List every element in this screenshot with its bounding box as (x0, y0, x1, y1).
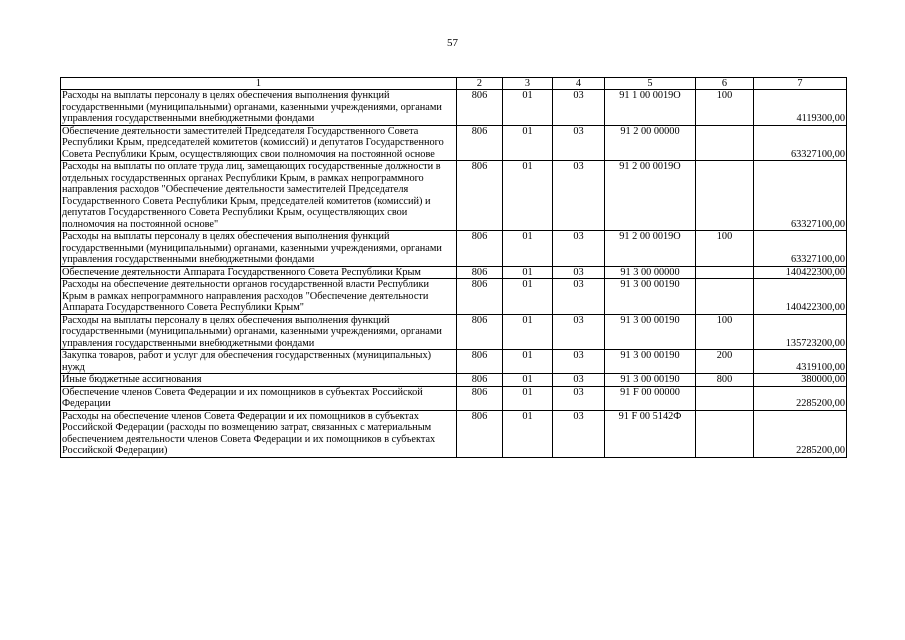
ministry-code: 806 (457, 314, 503, 350)
ministry-code: 806 (457, 279, 503, 315)
expense-type-code: 100 (696, 90, 754, 126)
table-row (61, 161, 847, 231)
expense-description: Закупка товаров, работ и услуг для обеспечения государственных (муниципальных) нужд (61, 350, 457, 374)
expense-type-code: 100 (696, 314, 754, 350)
table-row (61, 350, 847, 374)
table-row (61, 386, 847, 410)
ministry-code: 806 (457, 90, 503, 126)
column-header: 3 (503, 78, 553, 90)
amount: 380000,00 (754, 374, 847, 387)
expense-description: Иные бюджетные ассигнования (61, 374, 457, 387)
column-header: 1 (61, 78, 457, 90)
expense-type-code (696, 410, 754, 457)
ministry-code: 806 (457, 266, 503, 279)
expense-type-code: 100 (696, 231, 754, 267)
amount: 140422300,00 (754, 266, 847, 279)
amount: 135723200,00 (754, 314, 847, 350)
subsection-code: 03 (553, 314, 605, 350)
expense-type-code: 200 (696, 350, 754, 374)
amount: 2285200,00 (754, 410, 847, 457)
section-code: 01 (503, 125, 553, 161)
section-code: 01 (503, 386, 553, 410)
table-row (61, 314, 847, 350)
amount: 63327100,00 (754, 125, 847, 161)
target-article-code: 91 F 00 00000 (605, 386, 696, 410)
table-row (61, 410, 847, 457)
ministry-code: 806 (457, 125, 503, 161)
table-header-row (61, 78, 847, 90)
target-article-code: 91 2 00 00000 (605, 125, 696, 161)
expense-type-code (696, 125, 754, 161)
ministry-code: 806 (457, 231, 503, 267)
page-number: 57 (447, 37, 458, 49)
table-row (61, 90, 847, 126)
amount: 2285200,00 (754, 386, 847, 410)
expense-type-code (696, 386, 754, 410)
column-header: 5 (605, 78, 696, 90)
expense-description: Расходы на выплаты персоналу в целях обеспечения выполнения функций государственными (муниципальными) органами, казенными учреждениями, органами управления государственными внебюджетными фондами (61, 314, 457, 350)
section-code: 01 (503, 90, 553, 126)
target-article-code: 91 2 00 0019О (605, 161, 696, 231)
target-article-code: 91 3 00 00190 (605, 279, 696, 315)
expense-description: Расходы на выплаты персоналу в целях обеспечения выполнения функций государственными (муниципальными) органами, казенными учреждениями, органами управления государственными внебюджетными фондами (61, 231, 457, 267)
amount: 63327100,00 (754, 231, 847, 267)
ministry-code: 806 (457, 410, 503, 457)
section-code: 01 (503, 161, 553, 231)
amount: 140422300,00 (754, 279, 847, 315)
expense-description: Обеспечение деятельности Аппарата Государственного Совета Республики Крым (61, 266, 457, 279)
ministry-code: 806 (457, 350, 503, 374)
ministry-code: 806 (457, 161, 503, 231)
column-header: 7 (754, 78, 847, 90)
budget-table (60, 77, 847, 458)
section-code: 01 (503, 350, 553, 374)
section-code: 01 (503, 314, 553, 350)
expense-description: Расходы на обеспечение членов Совета Федерации и их помощников в субъектах Российской Федерации (расходы по возмещению затрат, связанных с материальным обеспечением деятельности членов Совета Федерации и их помощников в субъектах Российской Федерации) (61, 410, 457, 457)
expense-description: Расходы на выплаты персоналу в целях обеспечения выполнения функций государственными (муниципальными) органами, казенными учреждениями, органами управления государственными внебюджетными фондами (61, 90, 457, 126)
target-article-code: 91 3 00 00190 (605, 314, 696, 350)
amount: 63327100,00 (754, 161, 847, 231)
target-article-code: 91 3 00 00190 (605, 350, 696, 374)
ministry-code: 806 (457, 386, 503, 410)
table-row (61, 125, 847, 161)
table-row (61, 279, 847, 315)
subsection-code: 03 (553, 410, 605, 457)
expense-type-code (696, 161, 754, 231)
table-row (61, 266, 847, 279)
target-article-code: 91 3 00 00190 (605, 374, 696, 387)
section-code: 01 (503, 231, 553, 267)
ministry-code: 806 (457, 374, 503, 387)
table-row (61, 231, 847, 267)
expense-description: Расходы на обеспечение деятельности органов государственной власти Республики Крым в рамках непрограммного направления расходов "Обеспечение деятельности Аппарата Государственного Совета Республики Крым" (61, 279, 457, 315)
subsection-code: 03 (553, 350, 605, 374)
section-code: 01 (503, 279, 553, 315)
subsection-code: 03 (553, 231, 605, 267)
section-code: 01 (503, 410, 553, 457)
subsection-code: 03 (553, 279, 605, 315)
subsection-code: 03 (553, 386, 605, 410)
section-code: 01 (503, 266, 553, 279)
subsection-code: 03 (553, 125, 605, 161)
expense-description: Расходы на выплаты по оплате труда лиц, замещающих государственные должности в отдельных государственных органах Республики Крым, в рамках непрограммного направления расходов "Обеспечение деятельности заместителей Председателя Государственного Совета Республики Крым, председателей комитетов (комиссий) и депутатов Государственного Совета Республики Крым, осуществляющих свои полномочия на постоянной основе" (61, 161, 457, 231)
expense-type-code (696, 279, 754, 315)
column-header: 2 (457, 78, 503, 90)
expense-type-code (696, 266, 754, 279)
subsection-code: 03 (553, 90, 605, 126)
subsection-code: 03 (553, 374, 605, 387)
column-header: 6 (696, 78, 754, 90)
expense-description: Обеспечение членов Совета Федерации и их помощников в субъектах Российской Федерации (61, 386, 457, 410)
expense-type-code: 800 (696, 374, 754, 387)
target-article-code: 91 1 00 0019О (605, 90, 696, 126)
subsection-code: 03 (553, 161, 605, 231)
target-article-code: 91 2 00 0019О (605, 231, 696, 267)
table-row (61, 374, 847, 387)
column-header: 4 (553, 78, 605, 90)
amount: 4319100,00 (754, 350, 847, 374)
section-code: 01 (503, 374, 553, 387)
amount: 4119300,00 (754, 90, 847, 126)
subsection-code: 03 (553, 266, 605, 279)
expense-description: Обеспечение деятельности заместителей Председателя Государственного Совета Республики Крым, председателей комитетов (комиссий) и депутатов Государственного Совета Республики Крым, осуществляющих свои полномочия на постоянной основе (61, 125, 457, 161)
target-article-code: 91 3 00 00000 (605, 266, 696, 279)
target-article-code: 91 F 00 5142Ф (605, 410, 696, 457)
